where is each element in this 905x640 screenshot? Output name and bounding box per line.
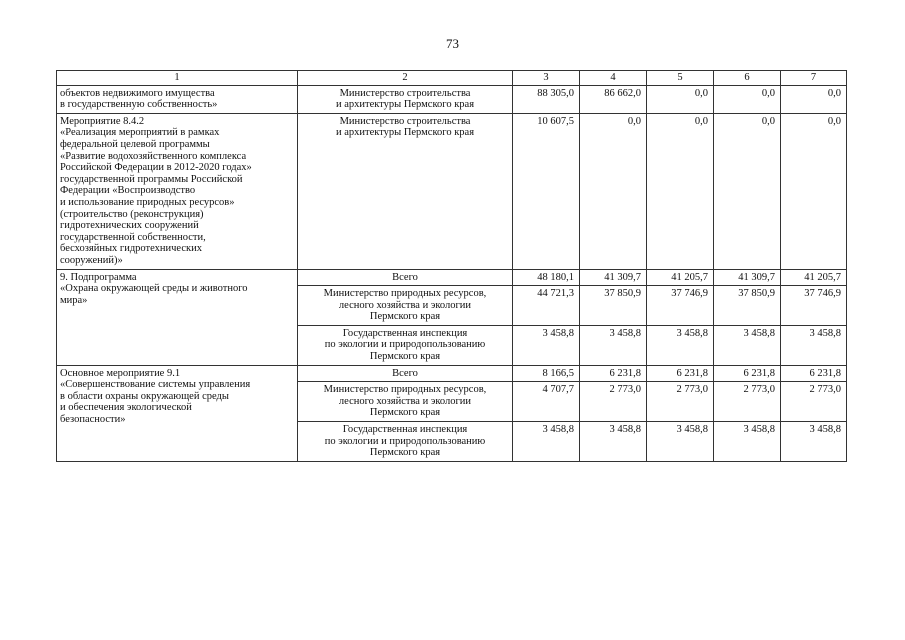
executor-cell: Всего (298, 269, 513, 286)
value-cell: 3 458,8 (781, 422, 847, 462)
column-header: 3 (513, 71, 580, 86)
executor-cell: Всего (298, 365, 513, 382)
value-cell: 3 458,8 (781, 325, 847, 365)
value-cell: 6 231,8 (781, 365, 847, 382)
value-cell: 3 458,8 (714, 325, 781, 365)
header-row (57, 71, 847, 86)
value-cell: 3 458,8 (580, 422, 647, 462)
value-cell: 44 721,3 (513, 286, 580, 326)
column-header: 4 (580, 71, 647, 86)
executor-cell: Государственная инспекция по экологии и природопользованию Пермского края (298, 422, 513, 462)
executor-cell: Министерство природных ресурсов, лесного хозяйства и экологии Пермского края (298, 286, 513, 326)
program-name-cell: Мероприятие 8.4.2 «Реализация мероприятий в рамках федеральной целевой программы «Развитие водохозяйственного комплекса Российской Федерации в 2012-2020 годах» государственной программы Российской Федерации «Воспроизводство и использование природных ресурсов» (строительство (реконструкция) гидротехнических сооружений государственной собственности, бесхозяйных гидротехнических сооружений)» (57, 113, 298, 269)
value-cell: 41 205,7 (647, 269, 714, 286)
column-header: 2 (298, 71, 513, 86)
value-cell: 0,0 (781, 113, 847, 269)
program-name-cell: Основное мероприятие 9.1 «Совершенствование системы управления в области охраны окружающей среды и обеспечения экологической безопасности» (57, 365, 298, 461)
executor-cell: Министерство строительства и архитектуры Пермского края (298, 113, 513, 269)
value-cell: 8 166,5 (513, 365, 580, 382)
executor-cell: Министерство строительства и архитектуры Пермского края (298, 85, 513, 113)
program-name-cell: объектов недвижимого имущества в государственную собственность» (57, 85, 298, 113)
value-cell: 41 309,7 (714, 269, 781, 286)
value-cell: 37 746,9 (647, 286, 714, 326)
value-cell: 0,0 (714, 85, 781, 113)
value-cell: 3 458,8 (513, 422, 580, 462)
program-name-cell: 9. Подпрограмма «Охрана окружающей среды и животного мира» (57, 269, 298, 365)
table-row (57, 113, 847, 269)
value-cell: 88 305,0 (513, 85, 580, 113)
value-cell: 3 458,8 (714, 422, 781, 462)
value-cell: 6 231,8 (580, 365, 647, 382)
value-cell: 0,0 (647, 113, 714, 269)
value-cell: 0,0 (647, 85, 714, 113)
value-cell: 6 231,8 (714, 365, 781, 382)
column-header: 6 (714, 71, 781, 86)
value-cell: 48 180,1 (513, 269, 580, 286)
value-cell: 4 707,7 (513, 382, 580, 422)
executor-cell: Государственная инспекция по экологии и природопользованию Пермского края (298, 325, 513, 365)
value-cell: 37 746,9 (781, 286, 847, 326)
table-row (57, 365, 847, 382)
value-cell: 2 773,0 (714, 382, 781, 422)
table-row (57, 85, 847, 113)
table-row (57, 269, 847, 286)
budget-table (56, 70, 847, 462)
value-cell: 2 773,0 (781, 382, 847, 422)
value-cell: 0,0 (781, 85, 847, 113)
value-cell: 2 773,0 (580, 382, 647, 422)
value-cell: 3 458,8 (513, 325, 580, 365)
value-cell: 3 458,8 (580, 325, 647, 365)
value-cell: 6 231,8 (647, 365, 714, 382)
value-cell: 86 662,0 (580, 85, 647, 113)
value-cell: 3 458,8 (647, 422, 714, 462)
column-header: 1 (57, 71, 298, 86)
value-cell: 2 773,0 (647, 382, 714, 422)
value-cell: 10 607,5 (513, 113, 580, 269)
executor-cell: Министерство природных ресурсов, лесного хозяйства и экологии Пермского края (298, 382, 513, 422)
value-cell: 0,0 (580, 113, 647, 269)
value-cell: 41 309,7 (580, 269, 647, 286)
value-cell: 37 850,9 (714, 286, 781, 326)
column-header: 7 (781, 71, 847, 86)
page-number: 73 (446, 36, 459, 51)
value-cell: 0,0 (714, 113, 781, 269)
column-header: 5 (647, 71, 714, 86)
value-cell: 37 850,9 (580, 286, 647, 326)
value-cell: 41 205,7 (781, 269, 847, 286)
value-cell: 3 458,8 (647, 325, 714, 365)
